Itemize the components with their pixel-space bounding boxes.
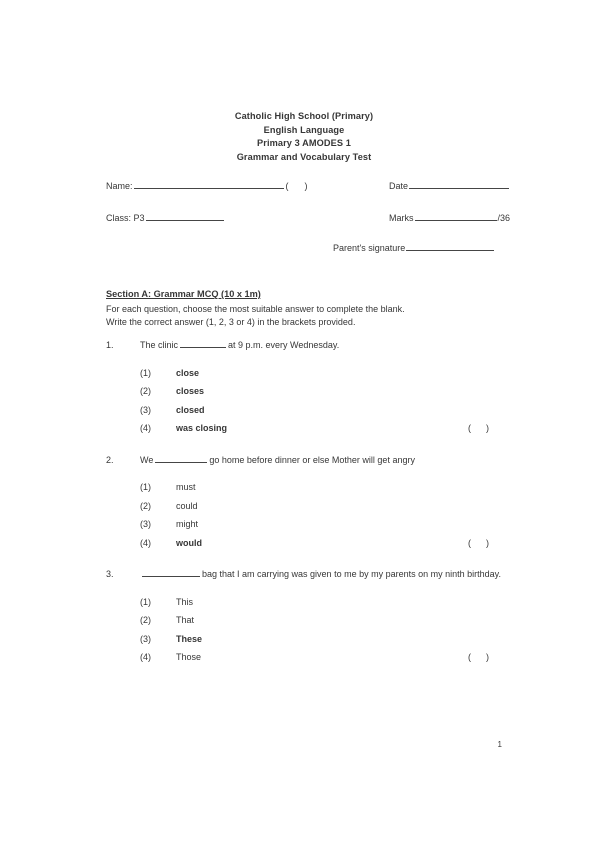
answer-brackets[interactable]	[468, 419, 489, 438]
option-text: That	[176, 615, 195, 625]
answer-brackets[interactable]	[468, 648, 489, 667]
option-text: must	[176, 482, 196, 492]
option-list	[104, 593, 504, 667]
option-number: (1)	[140, 367, 151, 378]
question-item	[104, 454, 504, 553]
question-number: 1.	[106, 340, 114, 350]
question-text-after: go home before dinner or else Mother will get angry	[209, 454, 415, 465]
answer-blank[interactable]	[180, 339, 226, 348]
question-list	[104, 339, 504, 683]
option-item[interactable]	[104, 515, 504, 534]
signature-label: Parent's signature	[333, 243, 406, 253]
option-item[interactable]	[104, 478, 504, 497]
option-number: (1)	[140, 596, 151, 607]
name-label: Name:	[106, 181, 133, 191]
index-bracket-close: )	[304, 181, 308, 191]
option-item[interactable]	[104, 364, 504, 383]
index-number-brackets[interactable]	[285, 180, 308, 192]
signature-input-rule[interactable]	[406, 242, 494, 251]
question-number: 3.	[106, 569, 114, 579]
option-number: (3)	[140, 519, 151, 529]
marks-field-row	[389, 212, 510, 224]
question-text	[140, 568, 502, 582]
question-text-before: The clinic	[140, 340, 179, 350]
answer-bracket-open: (	[468, 537, 471, 548]
question-number: 2.	[106, 454, 114, 465]
section-a-block	[106, 284, 504, 330]
question-item	[104, 339, 504, 438]
question-text-after: bag that I am carrying was given to me by my parents on my ninth birthday.	[202, 569, 501, 579]
answer-blank[interactable]	[155, 454, 207, 463]
option-text: These	[176, 633, 203, 644]
question-header	[104, 339, 504, 353]
option-item[interactable]	[104, 401, 504, 420]
answer-bracket-close: )	[486, 652, 489, 662]
section-a-instruction-1: For each question, choose the most suitable answer to complete the blank.	[106, 304, 405, 314]
signature-field-row	[333, 242, 495, 254]
date-field-row	[389, 180, 510, 192]
index-bracket-open: (	[285, 181, 289, 191]
answer-bracket-close: )	[486, 537, 489, 548]
option-text: would	[176, 537, 202, 548]
option-item[interactable]	[104, 648, 504, 667]
document-header	[104, 110, 504, 164]
option-item[interactable]	[104, 611, 504, 630]
question-item	[104, 568, 504, 667]
answer-brackets[interactable]	[468, 534, 489, 553]
option-text: closed	[176, 404, 205, 415]
option-text: close	[176, 367, 200, 378]
page-number: 1	[497, 740, 502, 749]
option-number: (2)	[140, 500, 151, 511]
section-a-instruction-2: Write the correct answer (1, 2, 3 or 4) in the brackets provided.	[106, 317, 356, 328]
option-number: (4)	[140, 537, 151, 548]
option-text: Those	[176, 652, 202, 662]
page-content-area	[104, 0, 511, 849]
option-number: (3)	[140, 633, 151, 644]
question-text-before: We	[140, 454, 154, 465]
answer-blank[interactable]	[142, 568, 200, 577]
answer-bracket-open: (	[468, 423, 471, 433]
option-list	[104, 478, 504, 552]
option-list	[104, 364, 504, 438]
name-field-row	[106, 180, 308, 192]
option-text: could	[176, 500, 198, 511]
option-item[interactable]	[104, 382, 504, 401]
question-header	[104, 454, 504, 468]
option-number: (4)	[140, 423, 151, 433]
question-text	[140, 454, 502, 468]
option-number: (2)	[140, 386, 151, 396]
header-line-subject: English Language	[263, 124, 345, 135]
marks-total-label: /36	[497, 213, 511, 223]
option-number: (3)	[140, 404, 151, 415]
header-line-test-title: Grammar and Vocabulary Test	[236, 151, 372, 162]
option-text: was closing	[176, 423, 228, 433]
option-number: (2)	[140, 615, 151, 625]
option-number: (1)	[140, 482, 151, 492]
class-input-rule[interactable]	[146, 212, 224, 221]
question-text	[140, 339, 502, 353]
class-field-row	[106, 212, 225, 224]
option-text: might	[176, 519, 199, 529]
question-text-after: at 9 p.m. every Wednesday.	[228, 340, 340, 350]
option-item[interactable]	[104, 497, 504, 516]
date-label: Date	[389, 181, 409, 191]
option-text: This	[176, 596, 194, 607]
option-item[interactable]	[104, 630, 504, 649]
marks-input-rule[interactable]	[415, 212, 497, 221]
answer-bracket-close: )	[486, 423, 489, 433]
option-item[interactable]	[104, 534, 504, 553]
question-header	[104, 568, 504, 582]
marks-label: Marks	[389, 213, 414, 223]
option-text: closes	[176, 386, 205, 396]
name-input-rule[interactable]	[134, 180, 284, 189]
option-number: (4)	[140, 652, 151, 662]
option-item[interactable]	[104, 593, 504, 612]
section-a-title: Section A: Grammar MCQ (10 x 1m)	[106, 289, 261, 299]
class-label: Class: P3	[106, 213, 145, 223]
answer-bracket-open: (	[468, 652, 471, 662]
date-input-rule[interactable]	[409, 180, 509, 189]
option-item[interactable]	[104, 419, 504, 438]
header-line-level: Primary 3 AMODES 1	[257, 138, 351, 149]
header-line-school: Catholic High School (Primary)	[234, 111, 374, 121]
